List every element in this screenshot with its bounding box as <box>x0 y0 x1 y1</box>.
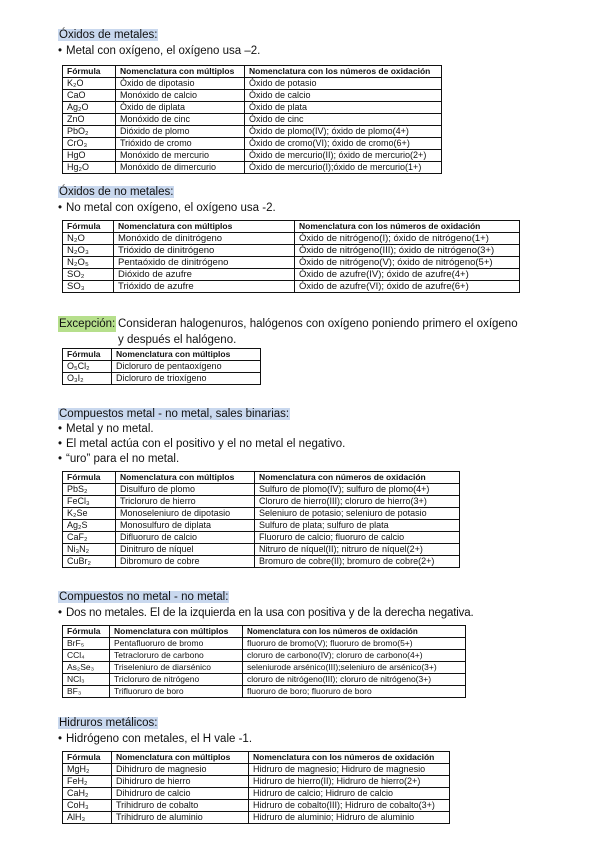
bullet-list <box>58 732 252 747</box>
table-cell: Monosulfuro de diplata <box>116 520 255 532</box>
table-row <box>63 686 466 698</box>
table-cell: CrO₃ <box>63 138 116 150</box>
table-cell: SO₂ <box>63 269 114 281</box>
table-row <box>63 776 450 788</box>
table-cell: CaO <box>63 90 116 102</box>
table-cell: HgO <box>63 150 116 162</box>
table-cell: Cloruro de hierro(III); cloruro de hierro(3+) <box>255 496 460 508</box>
table-cell: Trihidruro de aluminio <box>112 812 249 824</box>
table-cell: Seleniuro de potasio; seleniuro de potasio <box>255 508 460 520</box>
table-cell: fluoruro de boro; fluoruro de boro <box>243 686 466 698</box>
table-cell: Óxido de nitrógeno(I); óxido de nitrógeno(1+) <box>295 233 520 245</box>
table-cell: SO₃ <box>63 281 114 293</box>
table-cell: cloruro de nitrógeno(III); cloruro de nitrógeno(3+) <box>243 674 466 686</box>
table-header-cell: Nomenclatura con números de oxidación <box>255 472 460 484</box>
table-row <box>63 114 442 126</box>
section-heading: Compuestos metal - no metal, sales binarias: <box>59 408 290 420</box>
bullet-item: • Metal con oxígeno, el oxígeno usa –2. <box>58 45 261 57</box>
table-hidruros-metalicos <box>62 751 450 824</box>
table-sales-binarias <box>62 471 460 568</box>
table-row <box>63 532 460 544</box>
table-header-cell: Nomenclatura con los números de oxidación <box>243 626 466 638</box>
table-cell: Disulfuro de plomo <box>116 484 255 496</box>
table-cell: AlH₃ <box>63 812 112 824</box>
table-row <box>63 138 442 150</box>
table-header-cell: Fórmula <box>63 66 116 78</box>
table-cell: Monóxido de calcio <box>116 90 245 102</box>
table-cell: Tetracloruro de carbono <box>110 650 243 662</box>
table-cell: Difluoruro de calcio <box>116 532 255 544</box>
table-row <box>63 257 520 269</box>
table-cell: O₅Cl₂ <box>63 361 112 373</box>
table-row <box>63 102 442 114</box>
bullet-list <box>58 201 276 216</box>
table-header-row <box>63 66 442 78</box>
table-cell: Hidruro de calcio; Hidruro de calcio <box>249 788 450 800</box>
table-cell: BF₃ <box>63 686 110 698</box>
table-cell: ZnO <box>63 114 116 126</box>
section-oxidos-no-metales <box>58 185 276 216</box>
bullet-item: • El metal actúa con el positivo y el no metal el negativo. <box>58 438 346 450</box>
table-cell: cloruro de carbono(IV); cloruro de carbono(4+) <box>243 650 466 662</box>
section-heading: Óxidos de no metales: <box>59 186 174 198</box>
table-cell: Monóxido de dimercurio <box>116 162 245 174</box>
table-cell: Trióxido de azufre <box>114 281 295 293</box>
table-cell: Hidruro de magnesio; Hidruro de magnesio <box>249 764 450 776</box>
table-cell: fluoruro de bromo(V); fluoruro de bromo(5+) <box>243 638 466 650</box>
table-cell: CuBr₂ <box>63 556 116 568</box>
table-row <box>63 520 460 532</box>
table-row <box>63 544 460 556</box>
section-heading: Óxidos de metales: <box>59 29 158 41</box>
exception-text: Consideran halogenuros, halógenos con oxígeno poniendo primero el oxígeno y después el halógeno. <box>118 318 518 346</box>
table-header-cell: Nomenclatura con múltiplos <box>110 626 243 638</box>
table-header-cell: Nomenclatura con los números de oxidación <box>245 66 442 78</box>
table-cell: CoH₃ <box>63 800 112 812</box>
table-cell: K₂Se <box>63 508 116 520</box>
table-cell: Óxido de azufre(VI); óxido de azufre(6+) <box>295 281 520 293</box>
table-cell: Trióxido de cromo <box>116 138 245 150</box>
table-header-cell: Nomenclatura con múltiplos <box>112 349 261 361</box>
table-cell: FeCl₃ <box>63 496 116 508</box>
table-cell: Óxido de nitrógeno(V); óxido de nitrógeno(5+) <box>295 257 520 269</box>
table-cell: Dihidruro de magnesio <box>112 764 249 776</box>
table-cell: Óxido de nitrógeno(III); óxido de nitrógeno(3+) <box>295 245 520 257</box>
table-row <box>63 78 442 90</box>
table-cell: Pentaóxido de dinitrógeno <box>114 257 295 269</box>
exception-label: Excepción: <box>59 318 116 330</box>
table-cell: Dibromuro de cobre <box>116 556 255 568</box>
table-row <box>63 162 442 174</box>
table-row <box>63 245 520 257</box>
table-cell: Óxido de mercurio(II); óxido de mercurio(2+) <box>245 150 442 162</box>
table-cell: Monoseleniuro de dipotasio <box>116 508 255 520</box>
table-row <box>63 812 450 824</box>
table-cell: Óxido de diplata <box>116 102 245 114</box>
table-cell: Monóxido de dinitrógeno <box>114 233 295 245</box>
table-no-metal-no-metal <box>62 625 466 698</box>
table-cell: Óxido de azufre(IV); óxido de azufre(4+) <box>295 269 520 281</box>
table-row <box>63 662 466 674</box>
table-row <box>63 361 261 373</box>
table-cell: BrF₅ <box>63 638 110 650</box>
bullet-item: • Dos no metales. El de la izquierda en la usa con positiva y de la derecha negativa. <box>58 607 474 619</box>
table-header-cell: Fórmula <box>63 349 112 361</box>
table-row <box>63 556 460 568</box>
table-oxidos-metales <box>62 65 442 174</box>
table-cell: Nitruro de níquel(II); nitruro de níquel(2+) <box>255 544 460 556</box>
table-cell: Óxido de cinc <box>245 114 442 126</box>
table-cell: O₃I₂ <box>63 373 112 385</box>
section-sales-binarias <box>58 407 345 467</box>
table-row <box>63 269 520 281</box>
bullet-item: • Metal y no metal. <box>58 423 154 435</box>
table-row <box>63 638 466 650</box>
table-cell: Pentafluoruro de bromo <box>110 638 243 650</box>
table-row <box>63 484 460 496</box>
table-row <box>63 496 460 508</box>
table-cell: Hidruro de cobalto(III); Hidruro de cobalto(3+) <box>249 800 450 812</box>
table-cell: Sulfuro de plata; sulfuro de plata <box>255 520 460 532</box>
bullet-list <box>58 606 474 621</box>
bullet-item: • “uro” para el no metal. <box>58 453 180 465</box>
table-cell: Dióxido de azufre <box>114 269 295 281</box>
section-no-metal-no-metal <box>58 590 474 621</box>
section-oxidos-metales <box>58 28 260 59</box>
table-row <box>63 764 450 776</box>
table-cell: Trióxido de dinitrógeno <box>114 245 295 257</box>
table-cell: Tricloruro de nitrógeno <box>110 674 243 686</box>
table-cell: Bromuro de cobre(II); bromuro de cobre(2+) <box>255 556 460 568</box>
table-cell: Hg₂O <box>63 162 116 174</box>
table-cell: N₂O <box>63 233 114 245</box>
table-cell: Fluoruro de calcio; fluoruro de calcio <box>255 532 460 544</box>
table-cell: Hidruro de hierro(II); Hidruro de hierro(2+) <box>249 776 450 788</box>
table-header-cell: Nomenclatura con los números de oxidación <box>295 221 520 233</box>
table-row <box>63 90 442 102</box>
table-cell: Ag₂O <box>63 102 116 114</box>
table-cell: Óxido de cromo(VI); óxido de cromo(6+) <box>245 138 442 150</box>
table-header-cell: Nomenclatura con múltiplos <box>114 221 295 233</box>
table-row <box>63 373 261 385</box>
bullet-item: • No metal con oxígeno, el oxígeno usa -2. <box>58 202 276 214</box>
table-cell: Óxido de plomo(IV); óxido de plomo(4+) <box>245 126 442 138</box>
table-row <box>63 650 466 662</box>
table-cell: N₂O₃ <box>63 245 114 257</box>
section-heading: Hidruros metálicos: <box>59 717 158 729</box>
table-cell: N₂O₅ <box>63 257 114 269</box>
table-header-cell: Nomenclatura con múltiplos <box>116 66 245 78</box>
table-cell: NCl₃ <box>63 674 110 686</box>
table-header-cell: Fórmula <box>63 472 116 484</box>
table-cell: Tricloruro de hierro <box>116 496 255 508</box>
table-cell: Óxido de dipotasio <box>116 78 245 90</box>
section-heading: Compuestos no metal - no metal: <box>59 591 229 603</box>
bullet-item: • Hidrógeno con metales, el H vale -1. <box>58 733 253 745</box>
table-cell: Dióxido de plomo <box>116 126 245 138</box>
table-cell: CCl₄ <box>63 650 110 662</box>
table-header-cell: Nomenclatura con múltiplos <box>112 752 249 764</box>
table-cell: MgH₂ <box>63 764 112 776</box>
table-header-row <box>63 472 460 484</box>
table-cell: Triseleniuro de diarsénico <box>110 662 243 674</box>
table-cell: Dicloruro de trioxígeno <box>112 373 261 385</box>
table-cell: Sulfuro de plomo(IV); sulfuro de plomo(4+) <box>255 484 460 496</box>
table-header-cell: Nomenclatura con los números de oxidación <box>249 752 450 764</box>
table-header-row <box>63 626 466 638</box>
table-cell: Dinitruro de níquel <box>116 544 255 556</box>
table-row <box>63 150 442 162</box>
table-cell: seleniurode arsénico(III);seleniuro de arsénico(3+) <box>243 662 466 674</box>
table-cell: Ag₂S <box>63 520 116 532</box>
table-cell: FeH₂ <box>63 776 112 788</box>
table-header-row <box>63 349 261 361</box>
table-header-cell: Fórmula <box>63 626 110 638</box>
table-cell: Trifluoruro de boro <box>110 686 243 698</box>
table-cell: Óxido de potasio <box>245 78 442 90</box>
bullet-list <box>58 422 345 467</box>
table-cell: Óxido de mercurio(I);óxido de mercurio(1+) <box>245 162 442 174</box>
table-row <box>63 674 466 686</box>
table-cell: PbO₂ <box>63 126 116 138</box>
table-cell: Dihidruro de hierro <box>112 776 249 788</box>
table-cell: K₂O <box>63 78 116 90</box>
table-row <box>63 800 450 812</box>
table-cell: Monóxido de cinc <box>116 114 245 126</box>
table-header-cell: Fórmula <box>63 752 112 764</box>
table-oxidos-no-metales <box>62 220 520 293</box>
table-header-cell: Nomenclatura con múltiplos <box>116 472 255 484</box>
table-row <box>63 788 450 800</box>
table-cell: Hidruro de aluminio; Hidruro de aluminio <box>249 812 450 824</box>
table-cell: CaF₂ <box>63 532 116 544</box>
section-hidruros-metalicos <box>58 716 252 747</box>
bullet-list <box>58 44 260 59</box>
table-cell: Ni₃N₂ <box>63 544 116 556</box>
table-header-row <box>63 221 520 233</box>
table-cell: CaH₂ <box>63 788 112 800</box>
table-cell: Dihidruro de calcio <box>112 788 249 800</box>
table-row <box>63 281 520 293</box>
table-cell: Óxido de plata <box>245 102 442 114</box>
table-cell: Óxido de calcio <box>245 90 442 102</box>
table-row <box>63 126 442 138</box>
table-cell: Dicloruro de pentaoxígeno <box>112 361 261 373</box>
table-header-cell: Fórmula <box>63 221 114 233</box>
table-row <box>63 508 460 520</box>
table-header-row <box>63 752 450 764</box>
table-cell: PbS₂ <box>63 484 116 496</box>
table-cell: As₂Se₃ <box>63 662 110 674</box>
table-cell: Trihidruro de cobalto <box>112 800 249 812</box>
table-row <box>63 233 520 245</box>
table-excepcion <box>62 348 261 385</box>
table-cell: Monóxido de mercurio <box>116 150 245 162</box>
